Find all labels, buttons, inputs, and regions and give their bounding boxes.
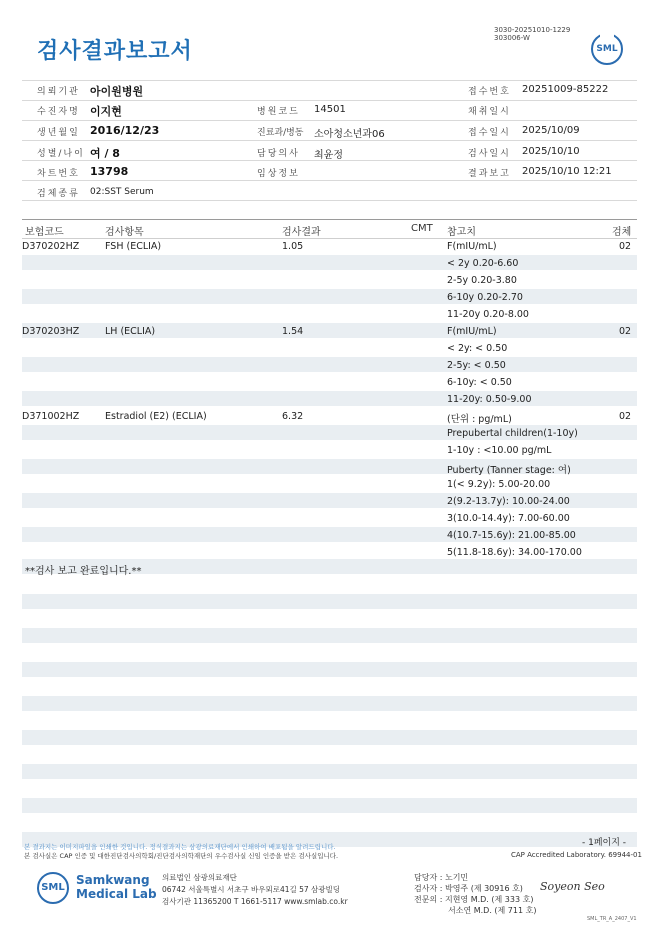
footer-logo-text: SML [41, 882, 65, 893]
hosp-code-value: 14501 [314, 104, 346, 115]
cell-reference: 11-20y: 0.50-9.00 [447, 394, 532, 405]
brand-line-2: Medical Lab [76, 887, 157, 901]
patient-value: 이지현 [90, 105, 122, 118]
staff-line-3: 전문의 : 지현영 M.D. (제 333 호) [414, 895, 534, 904]
logo-text: SML [596, 44, 618, 54]
dept-label: 진료과/병동 [257, 128, 304, 138]
form-version: SML_TR_A_2407_V1 [587, 916, 637, 922]
cell-code: D370203HZ [22, 326, 80, 337]
cell-reference: 2(9.2-13.7y): 10.00-24.00 [447, 496, 570, 507]
cell-reference: 3(10.0-14.4y): 7.00-60.00 [447, 513, 570, 524]
clinical-label: 임상정보 [257, 169, 300, 179]
sml-logo [591, 33, 623, 65]
dept-value: 소아청소년과06 [314, 129, 385, 140]
col-header-reference: 참고치 [447, 227, 476, 238]
row-stripe [22, 357, 637, 372]
col-header-code: 보험코드 [25, 227, 64, 238]
staff-line-4: 서소연 M.D. (제 711 호) [448, 906, 537, 915]
accreditation-notice: 본 검사실은 CAP 인증 및 대한진단검사의학회/진단검사의학재단의 우수검사실 신임 인증을 받은 검사실입니다. [24, 852, 339, 860]
row-stripe [22, 798, 637, 813]
cell-result: 6.32 [282, 411, 304, 422]
cell-reference: F(mIU/mL) [447, 326, 497, 337]
completion-note: **검사 보고 완료입니다.** [25, 566, 142, 577]
cell-reference: 6-10y: < 0.50 [447, 377, 512, 388]
col-header-result: 검사결과 [282, 227, 321, 238]
specimen-label: 검체종류 [37, 189, 80, 199]
dob-label: 생년월일 [37, 128, 80, 138]
doc-no-1: 3030-20251010-1229 [494, 26, 571, 34]
row-stripe [22, 696, 637, 711]
cell-reference: 11-20y 0.20-8.00 [447, 309, 529, 320]
org-line-1: 의료법인 삼광의료재단 [162, 873, 237, 882]
cell-item: Estradiol (E2) (ECLIA) [105, 411, 207, 422]
cell-reference: < 2y: < 0.50 [447, 343, 508, 354]
chart-value: 13798 [90, 165, 129, 178]
col-header-specimen: 검체 [612, 227, 632, 238]
patient-label: 수진자명 [37, 107, 80, 117]
page-title: 검사결과보고서 [37, 39, 193, 64]
col-header-item: 검사항목 [105, 227, 144, 238]
row-stripe [22, 289, 637, 304]
report-value: 2025/10/10 12:21 [522, 166, 612, 177]
staff-line-1: 담당자 : 노기민 [414, 873, 469, 882]
row-stripe [22, 730, 637, 745]
cell-item: LH (ECLIA) [105, 326, 156, 337]
cell-reference: 6-10y 0.20-2.70 [447, 292, 523, 303]
organization-info [162, 872, 348, 908]
hosp-code-label: 병원코드 [257, 107, 300, 117]
receipt-no-label: 접수번호 [468, 87, 511, 97]
sex-age-label: 성별/나이 [37, 149, 85, 159]
cell-code: D370202HZ [22, 241, 80, 252]
receipt-no-value: 20251009-85222 [522, 84, 609, 95]
cell-reference: Puberty (Tanner stage: 여) [447, 465, 571, 476]
test-date-label: 검사일시 [468, 149, 511, 159]
cell-specimen: 02 [619, 241, 632, 252]
row-stripe [22, 764, 637, 779]
row-stripe [22, 391, 637, 406]
specimen-value: 02:SST Serum [90, 187, 154, 197]
org-line-3: 검사기관 11365200 T 1661-5117 www.smlab.co.kr [162, 897, 348, 906]
staff-info [414, 872, 536, 916]
signature: Soyeon Seo [540, 880, 605, 893]
row-stripe [22, 628, 637, 643]
cell-result: 1.05 [282, 241, 304, 252]
cell-reference: 4(10.7-15.6y): 21.00-85.00 [447, 530, 576, 541]
cell-reference: 5(11.8-18.6y): 34.00-170.00 [447, 547, 582, 558]
org-line-2: 06742 서울특별시 서초구 바우뫼로41길 57 삼광빌딩 [162, 885, 341, 894]
image-notice: 본 결과지는 이미지파일을 인쇄한 것입니다. 정식결과지는 삼광의료재단에서 인쇄하여 배포됨을 알려드립니다. [24, 843, 336, 851]
cell-reference: (단위 : pg/mL) [447, 414, 512, 425]
cell-specimen: 02 [619, 326, 632, 337]
collect-label: 채취일시 [468, 107, 511, 117]
cell-reference: Prepubertal children(1-10y) [447, 428, 578, 439]
cell-reference: 2-5y: < 0.50 [447, 360, 506, 371]
staff-line-2: 검사자 : 박영주 (제 30916 호) [414, 884, 523, 893]
hospital-label: 의뢰기관 [37, 87, 80, 97]
report-label: 결과보고 [468, 169, 511, 179]
cell-specimen: 02 [619, 411, 632, 422]
cell-reference: 1(< 9.2y): 5.00-20.00 [447, 479, 551, 490]
cell-code: D371002HZ [22, 411, 80, 422]
cell-reference: 1-10y : <10.00 pg/mL [447, 445, 552, 456]
test-date-value: 2025/10/10 [522, 146, 580, 157]
results-table-header [22, 219, 637, 239]
doctor-label: 담당의사 [257, 149, 300, 159]
brand-name [76, 873, 157, 901]
footer-sml-logo [37, 872, 69, 904]
row-stripe [22, 255, 637, 270]
receipt-date-label: 접수일시 [468, 128, 511, 138]
cap-accreditation: CAP Accredited Laboratory. 69944-01 [511, 851, 642, 859]
cell-item: FSH (ECLIA) [105, 241, 162, 252]
dob-value: 2016/12/23 [90, 124, 160, 137]
brand-line-1: Samkwang [76, 873, 150, 887]
hospital-value: 아이원병원 [90, 85, 144, 98]
cell-reference: F(mIU/mL) [447, 241, 497, 252]
sex-age-value: 여 / 8 [90, 147, 120, 160]
row-stripe [22, 594, 637, 609]
col-header-cmt: CMT [411, 223, 433, 234]
receipt-date-value: 2025/10/09 [522, 125, 580, 136]
document-number [494, 26, 570, 42]
cell-reference: < 2y 0.20-6.60 [447, 258, 519, 269]
page-number: - 1페이지 - [582, 838, 627, 848]
chart-label: 차트번호 [37, 169, 80, 179]
cell-result: 1.54 [282, 326, 304, 337]
row-stripe [22, 662, 637, 677]
cell-reference: 2-5y 0.20-3.80 [447, 275, 517, 286]
doctor-value: 최윤정 [314, 150, 343, 161]
doc-no-2: 303006-W [494, 34, 530, 42]
